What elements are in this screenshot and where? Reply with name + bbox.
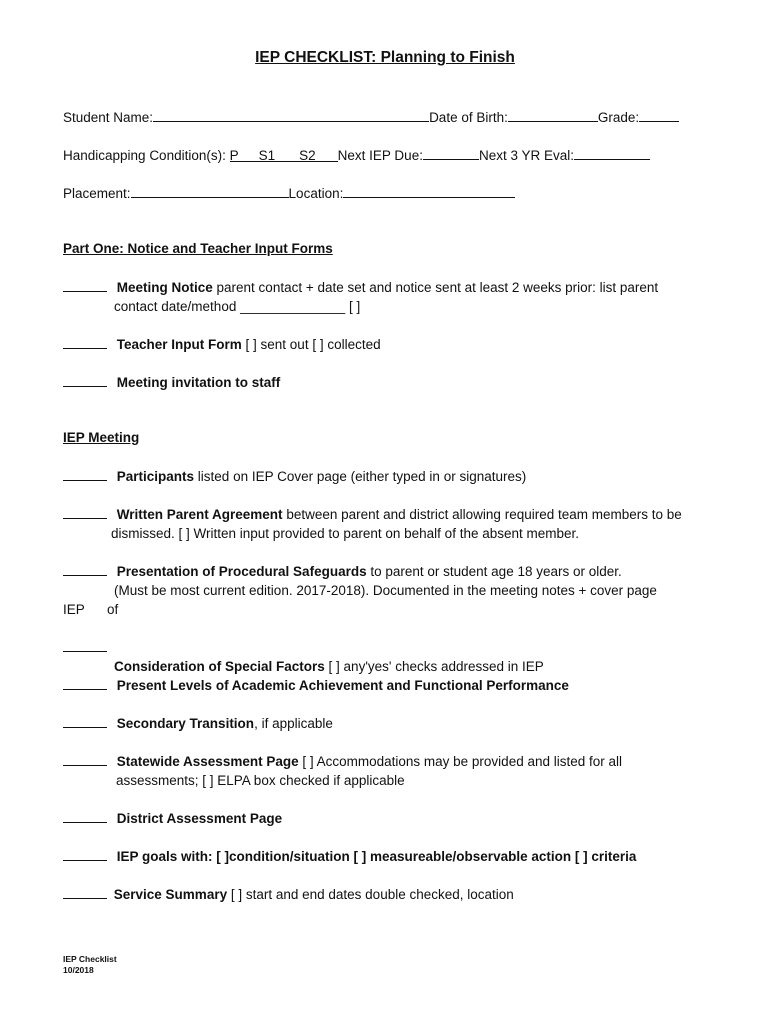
special-factors-label: Consideration of Special Factors	[114, 659, 325, 674]
meeting-invitation-label: Meeting invitation to staff	[116, 375, 281, 390]
student-name-field[interactable]	[153, 108, 429, 122]
statewide-label: Statewide Assessment Page	[116, 754, 299, 769]
participants-item	[63, 467, 526, 486]
procedural-label: Presentation of Procedural Safeguards	[116, 564, 367, 579]
written-parent-line2: dismissed. [ ] Written input provided to parent on behalf of the absent member.	[111, 526, 580, 541]
checkbox-blank[interactable]	[63, 715, 107, 728]
checkbox-blank[interactable]	[63, 279, 107, 292]
teacher-input-label: Teacher Input Form	[116, 337, 242, 352]
checkbox-blank[interactable]	[63, 506, 107, 519]
footer-date: 10/2018	[63, 965, 94, 975]
location-label: Location:	[288, 186, 344, 201]
statewide-line2: assessments; [ ] ELPA box checked if applicable	[116, 773, 405, 788]
next-3yr-field[interactable]	[574, 146, 650, 160]
option-s1[interactable]: S1	[258, 148, 276, 163]
service-text: [ ] start and end dates double checked, location	[227, 887, 514, 902]
secondary-item	[63, 714, 333, 733]
checkbox-blank[interactable]	[63, 753, 107, 766]
procedural-line3a: IEP	[63, 602, 85, 617]
footer-title: IEP Checklist	[63, 954, 117, 964]
meeting-notice-line2: contact date/method ______________ [ ]	[114, 299, 361, 314]
special-factors-blank-row	[63, 638, 107, 657]
secondary-text: , if applicable	[254, 716, 333, 731]
grade-label: Grade:	[597, 110, 640, 125]
procedural-item	[63, 562, 622, 581]
statewide-item	[63, 752, 622, 771]
checkbox-blank[interactable]	[63, 336, 107, 349]
option-p[interactable]: P	[229, 148, 239, 163]
teacher-input-text: [ ] sent out [ ] collected	[241, 337, 381, 352]
participants-text: listed on IEP Cover page (either typed in or signatures)	[194, 469, 527, 484]
secondary-label: Secondary Transition	[116, 716, 255, 731]
student-name-label: Student Name:	[63, 110, 154, 125]
checkbox-blank[interactable]	[63, 886, 107, 899]
meeting-notice-item	[63, 278, 658, 297]
dob-field[interactable]	[508, 108, 598, 122]
written-parent-label: Written Parent Agreement	[116, 507, 283, 522]
option-s2[interactable]: S2	[299, 148, 316, 163]
grade-field[interactable]	[639, 108, 679, 122]
part-one-heading: Part One: Notice and Teacher Input Forms	[63, 241, 333, 256]
checkbox-blank[interactable]	[63, 374, 107, 387]
dob-label: Date of Birth:	[429, 110, 508, 125]
district-item	[63, 809, 282, 828]
student-name-row	[63, 108, 679, 125]
statewide-text: [ ] Accommodations may be provided and listed for all	[298, 754, 623, 769]
goals-label: IEP goals with: [ ]condition/situation [ ] measureable/observable action [ ] criteria	[116, 849, 637, 864]
special-factors-item	[114, 657, 544, 676]
placement-label: Placement:	[63, 186, 131, 201]
present-levels-label: Present Levels of Academic Achievement and Functional Performance	[116, 678, 569, 693]
district-label: District Assessment Page	[116, 811, 283, 826]
next-iep-field[interactable]	[423, 146, 479, 160]
checkbox-blank[interactable]	[63, 810, 107, 823]
present-levels-item	[63, 676, 569, 695]
meeting-notice-text: parent contact + date set and notice sent at least 2 weeks prior: list parent	[212, 280, 659, 295]
iep-meeting-heading: IEP Meeting	[63, 430, 140, 445]
procedural-line3b: of	[107, 602, 119, 617]
participants-label: Participants	[116, 469, 195, 484]
checkbox-blank[interactable]	[63, 563, 107, 576]
written-parent-item	[63, 505, 682, 524]
checkbox-blank[interactable]	[63, 677, 107, 690]
procedural-text: to parent or student age 18 years or older.	[366, 564, 622, 579]
handicapping-row	[63, 146, 650, 163]
special-factors-text: [ ] any'yes' checks addressed in IEP	[324, 659, 544, 674]
placement-field[interactable]	[131, 184, 289, 198]
next-iep-label: Next IEP Due:	[337, 148, 423, 163]
meeting-invitation-item	[63, 373, 280, 392]
location-field[interactable]	[343, 184, 515, 198]
service-label: Service Summary	[113, 887, 228, 902]
teacher-input-item	[63, 335, 381, 354]
checkbox-blank[interactable]	[63, 639, 107, 652]
checkbox-blank[interactable]	[63, 848, 107, 861]
page-title: IEP CHECKLIST: Planning to Finish	[255, 49, 515, 66]
checkbox-blank[interactable]	[63, 468, 107, 481]
condition-options[interactable]	[230, 148, 338, 162]
procedural-line2: (Must be most current edition. 2017-2018). Documented in the meeting notes + cover page	[114, 583, 657, 598]
placement-row	[63, 184, 515, 201]
next-3yr-label: Next 3 YR Eval:	[478, 148, 574, 163]
written-parent-text: between parent and district allowing required team members to be	[282, 507, 682, 522]
handicapping-label: Handicapping Condition(s):	[63, 148, 226, 163]
goals-item	[63, 847, 636, 866]
footer	[63, 954, 117, 976]
service-item	[63, 885, 514, 904]
meeting-notice-label: Meeting Notice	[116, 280, 213, 295]
